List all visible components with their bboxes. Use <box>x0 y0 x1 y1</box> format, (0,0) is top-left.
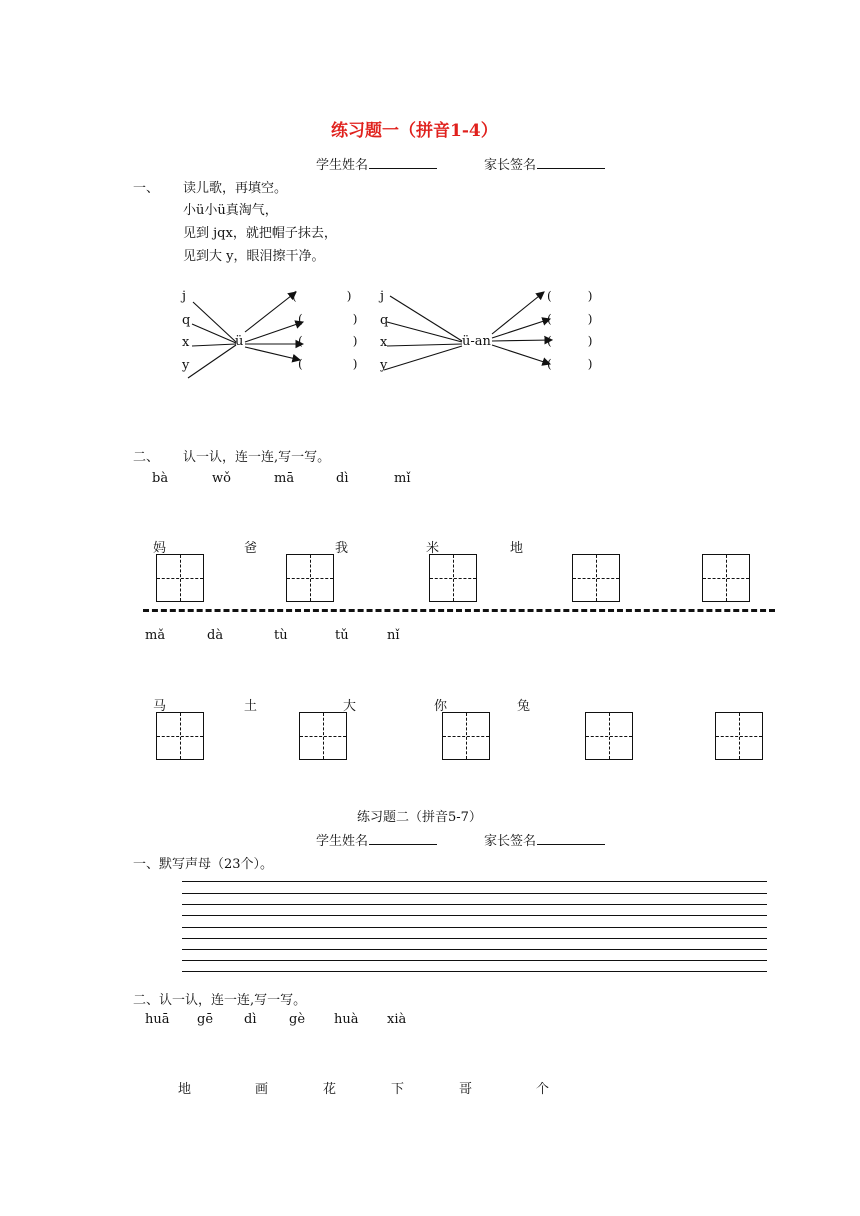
answer-blank[interactable]: ( ) <box>298 312 358 326</box>
character-label[interactable]: 画 <box>255 1082 269 1097</box>
pinyin-label[interactable]: mā <box>274 471 295 486</box>
student-name-label: 学生姓名 <box>316 158 369 173</box>
writing-line[interactable] <box>182 960 767 961</box>
writing-line[interactable] <box>182 949 767 950</box>
character-label[interactable]: 个 <box>536 1082 550 1097</box>
question-2-number: 二、 <box>133 450 160 465</box>
initial-label: x <box>380 335 388 350</box>
pinyin-label[interactable]: gē <box>197 1012 214 1027</box>
parent-signature-field[interactable] <box>484 830 605 849</box>
character-label[interactable]: 兔 <box>517 699 531 714</box>
character-label[interactable]: 我 <box>335 541 349 556</box>
answer-blank[interactable]: ( ) <box>547 289 593 303</box>
initial-label: y <box>182 358 190 373</box>
answer-blank[interactable]: ( ) <box>547 312 593 326</box>
writing-grid-box[interactable] <box>442 712 490 760</box>
answer-blank[interactable]: ( ) <box>298 357 358 371</box>
student-name-label: 学生姓名 <box>316 834 369 849</box>
answer-blank[interactable]: ( ) <box>547 357 593 371</box>
question-1-number: 一、 <box>133 181 160 196</box>
pinyin-label[interactable]: wǒ <box>212 471 231 486</box>
dashed-divider <box>143 609 775 612</box>
initial-label: q <box>182 313 191 328</box>
poem-line: 见到大 y，眼泪擦干净。 <box>183 249 325 264</box>
question-2-text: 二、认一认，连一连,写一写。 <box>133 993 307 1008</box>
character-label[interactable]: 大 <box>343 699 357 714</box>
writing-line[interactable] <box>182 881 767 882</box>
initial-label: y <box>380 358 388 373</box>
pinyin-label[interactable]: mǐ <box>394 471 411 486</box>
writing-grid-box[interactable] <box>572 554 620 602</box>
initial-label: j <box>380 289 385 304</box>
hub-label: ü <box>235 334 244 349</box>
exercise-1-title: 练习题一（拼音1-4） <box>331 121 498 141</box>
character-label[interactable]: 马 <box>153 699 167 714</box>
writing-line[interactable] <box>182 971 767 972</box>
writing-line[interactable] <box>182 893 767 894</box>
character-label[interactable]: 土 <box>244 699 258 714</box>
writing-grid-box[interactable] <box>715 712 763 760</box>
question-1-text: 读儿歌，再填空。 <box>183 181 288 196</box>
initial-label: q <box>380 313 389 328</box>
answer-blank[interactable]: ( ) <box>547 334 593 348</box>
writing-grid-box[interactable] <box>429 554 477 602</box>
character-label[interactable]: 地 <box>178 1082 192 1097</box>
parent-signature-label: 家长签名 <box>484 158 537 173</box>
question-1-text: 一、默写声母（23个）。 <box>133 857 274 872</box>
writing-grid-box[interactable] <box>156 554 204 602</box>
pinyin-label[interactable]: nǐ <box>387 628 400 643</box>
character-label[interactable]: 你 <box>434 699 448 714</box>
pinyin-label[interactable]: mǎ <box>145 628 166 643</box>
character-label[interactable]: 下 <box>391 1082 405 1097</box>
writing-grid-box[interactable] <box>286 554 334 602</box>
initial-label: j <box>182 289 187 304</box>
writing-line[interactable] <box>182 938 767 939</box>
initial-label: x <box>182 335 190 350</box>
character-label[interactable]: 妈 <box>153 541 167 556</box>
character-label[interactable]: 花 <box>323 1082 337 1097</box>
writing-grid-box[interactable] <box>156 712 204 760</box>
pinyin-label[interactable]: dì <box>244 1012 257 1027</box>
character-label[interactable]: 米 <box>426 541 440 556</box>
pinyin-label[interactable]: dà <box>207 628 224 643</box>
writing-line[interactable] <box>182 915 767 916</box>
pinyin-label[interactable]: dì <box>336 471 349 486</box>
pinyin-label[interactable]: gè <box>289 1012 306 1027</box>
character-label[interactable]: 哥 <box>459 1082 473 1097</box>
pinyin-label[interactable]: huā <box>145 1012 170 1027</box>
parent-signature-blank[interactable] <box>537 832 605 845</box>
pinyin-label[interactable]: huà <box>334 1012 359 1027</box>
writing-grid-box[interactable] <box>702 554 750 602</box>
exercise-2-title: 练习题二（拼音5-7） <box>357 810 482 825</box>
pinyin-label[interactable]: tǔ <box>335 628 349 643</box>
writing-grid-box[interactable] <box>299 712 347 760</box>
character-label[interactable]: 地 <box>510 541 524 556</box>
hub-label: ü-an <box>462 334 491 349</box>
pinyin-label[interactable]: tù <box>274 628 288 643</box>
writing-line[interactable] <box>182 904 767 905</box>
writing-line[interactable] <box>182 927 767 928</box>
pinyin-label[interactable]: bà <box>152 471 169 486</box>
pinyin-label[interactable]: xià <box>387 1012 407 1027</box>
character-label[interactable]: 爸 <box>244 541 258 556</box>
poem-line: 小ü小ü真淘气， <box>183 203 278 218</box>
writing-grid-box[interactable] <box>585 712 633 760</box>
student-name-blank[interactable] <box>369 832 437 845</box>
parent-signature-label: 家长签名 <box>484 834 537 849</box>
answer-blank[interactable]: ( ) <box>298 334 358 348</box>
answer-blank[interactable]: ( ) <box>292 289 352 303</box>
poem-line: 见到 jqx，就把帽子抹去， <box>183 226 337 241</box>
student-name-field[interactable] <box>316 830 437 849</box>
question-2-text: 认一认，连一连,写一写。 <box>183 450 331 465</box>
